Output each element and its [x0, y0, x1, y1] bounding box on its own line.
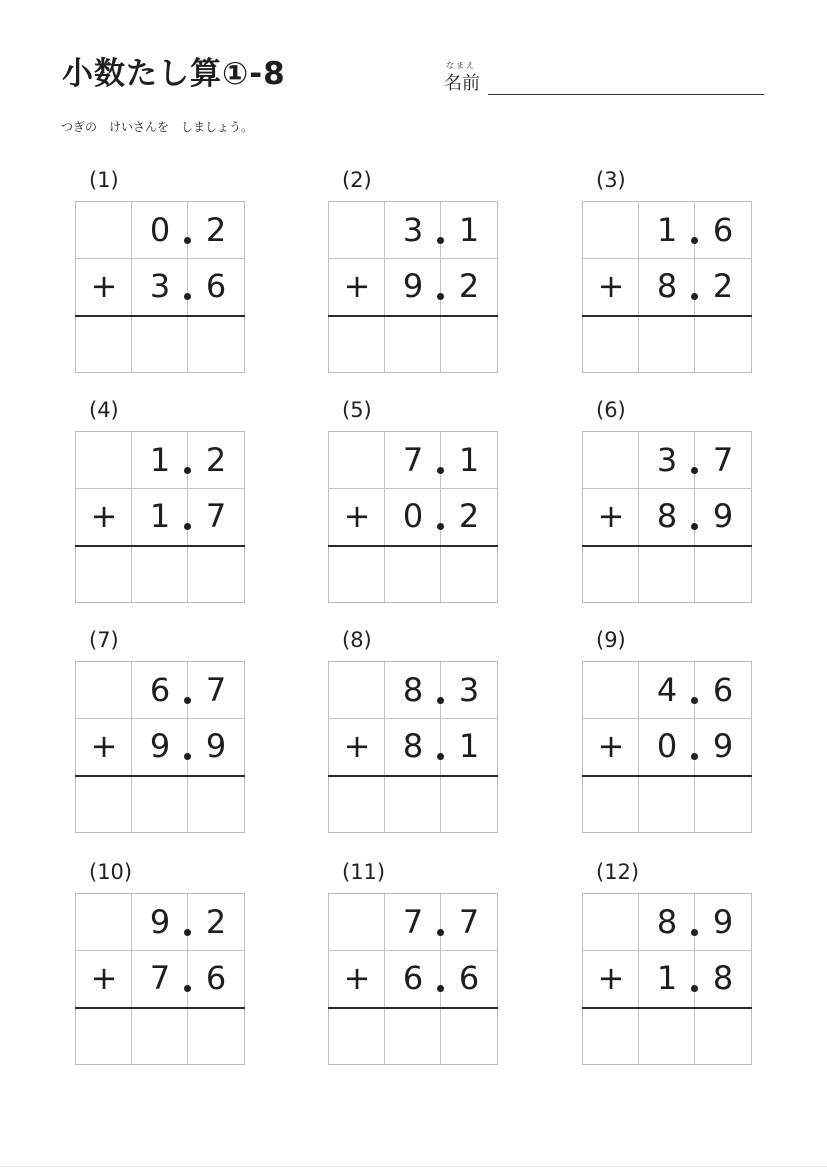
bottom-ones-digit: 8: [656, 267, 678, 305]
answer-cell[interactable]: [188, 776, 244, 830]
problem-number: (7): [89, 628, 119, 652]
answer-cell[interactable]: [132, 316, 188, 370]
plus-sign: +: [597, 267, 625, 305]
problem-card: [328, 170, 498, 400]
decimal-point-icon: [691, 753, 698, 760]
top-tenths-digit: 6: [712, 671, 734, 709]
decimal-point-icon: [691, 929, 698, 936]
answer-grid: [75, 201, 245, 373]
answer-grid: [328, 431, 498, 603]
bottom-ones-digit: 3: [149, 267, 171, 305]
problem-number: (4): [89, 398, 119, 422]
bottom-ones-digit: 0: [402, 497, 424, 535]
answer-grid: [582, 893, 752, 1065]
answer-grid: [582, 431, 752, 603]
top-tenths-digit: 3: [458, 671, 480, 709]
bottom-ones-digit: 0: [656, 727, 678, 765]
answer-cell[interactable]: [639, 1008, 695, 1062]
problem-number: (2): [342, 168, 372, 192]
answer-cell[interactable]: [329, 546, 385, 600]
answer-cell[interactable]: [639, 546, 695, 600]
problem-number: (10): [89, 860, 133, 884]
problem-number: (9): [596, 628, 626, 652]
answer-cell[interactable]: [583, 316, 639, 370]
answer-grid: [582, 661, 752, 833]
problem-card: [582, 400, 752, 630]
top-ones-digit: 7: [402, 441, 424, 479]
decimal-point-icon: [437, 697, 444, 704]
instruction-text: つぎの けいさんを しましょう。: [61, 120, 254, 134]
bottom-ones-digit: 8: [656, 497, 678, 535]
decimal-point-icon: [437, 293, 444, 300]
answer-grid: [328, 661, 498, 833]
answer-cell[interactable]: [76, 316, 132, 370]
plus-sign: +: [597, 497, 625, 535]
top-ones-digit: 9: [149, 903, 171, 941]
bottom-tenths-digit: 6: [205, 959, 227, 997]
decimal-point-icon: [437, 929, 444, 936]
problem-card: [582, 862, 752, 1092]
problem-card: [582, 630, 752, 860]
problem-card: [582, 170, 752, 400]
answer-cell[interactable]: [188, 316, 244, 370]
bottom-ones-digit: 8: [402, 727, 424, 765]
answer-cell[interactable]: [639, 316, 695, 370]
bottom-ones-digit: 9: [149, 727, 171, 765]
bottom-tenths-digit: 1: [458, 727, 480, 765]
bottom-tenths-digit: 9: [712, 497, 734, 535]
plus-sign: +: [90, 727, 118, 765]
top-tenths-digit: 9: [712, 903, 734, 941]
problem-number: (11): [342, 860, 386, 884]
answer-cell[interactable]: [385, 316, 441, 370]
decimal-point-icon: [437, 523, 444, 530]
answer-cell[interactable]: [695, 546, 751, 600]
answer-cell[interactable]: [76, 776, 132, 830]
answer-cell[interactable]: [385, 546, 441, 600]
plus-sign: +: [90, 497, 118, 535]
top-tenths-digit: 1: [458, 441, 480, 479]
top-ones-digit: 8: [656, 903, 678, 941]
plus-sign: +: [90, 267, 118, 305]
top-ones-digit: 0: [149, 211, 171, 249]
answer-cell[interactable]: [441, 316, 497, 370]
plus-sign: +: [343, 267, 371, 305]
answer-cell[interactable]: [188, 546, 244, 600]
answer-grid: [75, 893, 245, 1065]
top-ones-digit: 6: [149, 671, 171, 709]
problem-number: (3): [596, 168, 626, 192]
bottom-tenths-digit: 6: [205, 267, 227, 305]
top-tenths-digit: 7: [458, 903, 480, 941]
answer-cell[interactable]: [76, 1008, 132, 1062]
bottom-tenths-digit: 2: [458, 267, 480, 305]
plus-sign: +: [597, 727, 625, 765]
bottom-tenths-digit: 2: [458, 497, 480, 535]
decimal-point-icon: [184, 697, 191, 704]
plus-sign: +: [343, 727, 371, 765]
decimal-point-icon: [184, 985, 191, 992]
bottom-tenths-digit: 8: [712, 959, 734, 997]
decimal-point-icon: [691, 237, 698, 244]
top-tenths-digit: 6: [712, 211, 734, 249]
decimal-point-icon: [184, 753, 191, 760]
name-label: 名前: [444, 73, 480, 94]
answer-cell[interactable]: [76, 546, 132, 600]
decimal-point-icon: [691, 523, 698, 530]
problem-number: (12): [596, 860, 640, 884]
top-ones-digit: 1: [149, 441, 171, 479]
name-write-line[interactable]: [488, 94, 764, 95]
decimal-point-icon: [437, 985, 444, 992]
bottom-tenths-digit: 2: [712, 267, 734, 305]
decimal-point-icon: [437, 467, 444, 474]
answer-cell[interactable]: [385, 1008, 441, 1062]
answer-grid: [582, 201, 752, 373]
page-bottom-rule: [0, 1166, 827, 1167]
answer-cell[interactable]: [695, 316, 751, 370]
problem-card: [328, 630, 498, 860]
answer-cell[interactable]: [132, 1008, 188, 1062]
answer-grid: [328, 201, 498, 373]
answer-cell[interactable]: [329, 1008, 385, 1062]
worksheet-title: 小数たし算①-8: [62, 56, 286, 92]
bottom-ones-digit: 6: [402, 959, 424, 997]
answer-cell[interactable]: [639, 776, 695, 830]
problem-card: [75, 862, 245, 1092]
answer-cell[interactable]: [385, 776, 441, 830]
answer-grid: [75, 661, 245, 833]
answer-cell[interactable]: [695, 1008, 751, 1062]
bottom-ones-digit: 9: [402, 267, 424, 305]
bottom-ones-digit: 1: [656, 959, 678, 997]
bottom-tenths-digit: 9: [712, 727, 734, 765]
bottom-tenths-digit: 6: [458, 959, 480, 997]
decimal-point-icon: [184, 467, 191, 474]
decimal-point-icon: [691, 697, 698, 704]
bottom-ones-digit: 1: [149, 497, 171, 535]
decimal-point-icon: [691, 293, 698, 300]
decimal-point-icon: [184, 293, 191, 300]
top-tenths-digit: 2: [205, 903, 227, 941]
name-ruby: なまえ: [446, 61, 476, 70]
top-ones-digit: 3: [656, 441, 678, 479]
problem-card: [75, 630, 245, 860]
name-field: [444, 60, 764, 100]
answer-cell[interactable]: [329, 316, 385, 370]
top-tenths-digit: 7: [712, 441, 734, 479]
plus-sign: +: [597, 959, 625, 997]
answer-cell[interactable]: [441, 776, 497, 830]
top-tenths-digit: 1: [458, 211, 480, 249]
decimal-point-icon: [691, 985, 698, 992]
top-tenths-digit: 2: [205, 211, 227, 249]
top-ones-digit: 8: [402, 671, 424, 709]
answer-cell[interactable]: [441, 1008, 497, 1062]
problem-number: (6): [596, 398, 626, 422]
problem-number: (1): [89, 168, 119, 192]
top-tenths-digit: 2: [205, 441, 227, 479]
decimal-point-icon: [691, 467, 698, 474]
answer-cell[interactable]: [329, 776, 385, 830]
decimal-point-icon: [184, 523, 191, 530]
bottom-tenths-digit: 9: [205, 727, 227, 765]
answer-cell[interactable]: [583, 546, 639, 600]
top-ones-digit: 1: [656, 211, 678, 249]
plus-sign: +: [343, 959, 371, 997]
bottom-ones-digit: 7: [149, 959, 171, 997]
top-ones-digit: 3: [402, 211, 424, 249]
decimal-point-icon: [184, 929, 191, 936]
problem-card: [75, 170, 245, 400]
bottom-tenths-digit: 7: [205, 497, 227, 535]
top-ones-digit: 7: [402, 903, 424, 941]
answer-grid: [328, 893, 498, 1065]
plus-sign: +: [90, 959, 118, 997]
answer-cell[interactable]: [132, 776, 188, 830]
decimal-point-icon: [184, 237, 191, 244]
answer-cell[interactable]: [583, 1008, 639, 1062]
answer-cell[interactable]: [695, 776, 751, 830]
problem-number: (8): [342, 628, 372, 652]
answer-cell[interactable]: [441, 546, 497, 600]
answer-cell[interactable]: [583, 776, 639, 830]
answer-cell[interactable]: [188, 1008, 244, 1062]
problem-card: [328, 862, 498, 1092]
top-ones-digit: 4: [656, 671, 678, 709]
answer-grid: [75, 431, 245, 603]
problem-card: [75, 400, 245, 630]
problem-card: [328, 400, 498, 630]
decimal-point-icon: [437, 753, 444, 760]
plus-sign: +: [343, 497, 371, 535]
top-tenths-digit: 7: [205, 671, 227, 709]
answer-cell[interactable]: [132, 546, 188, 600]
problem-number: (5): [342, 398, 372, 422]
decimal-point-icon: [437, 237, 444, 244]
